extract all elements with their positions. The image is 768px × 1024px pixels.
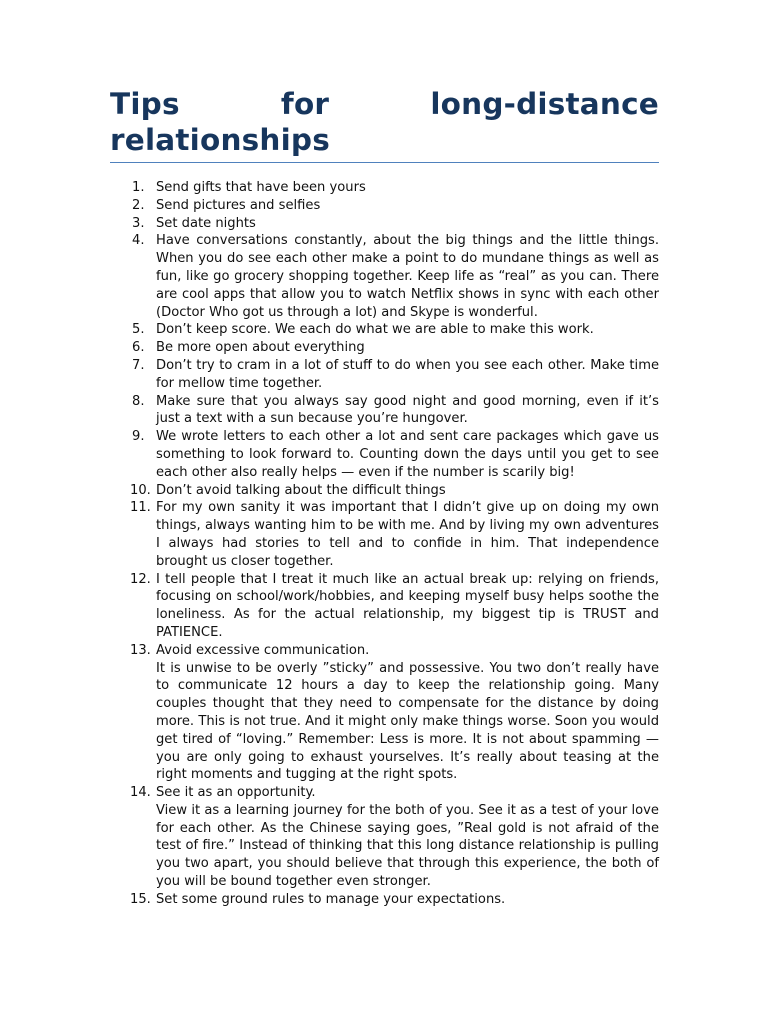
list-item <box>110 642 659 784</box>
list-text: Set date nights <box>156 215 256 231</box>
list-number: 5. <box>132 322 145 338</box>
list-text: See it as an opportunity. <box>156 785 316 801</box>
list-text: We wrote letters to each other a lot and sent care packages which gave us something to look forward to. Counting down the days until you get to see each other also really helps — even if the number is scarily big! <box>156 429 659 480</box>
list-item <box>110 232 659 321</box>
list-number: 7. <box>132 357 145 373</box>
list-number: 13. <box>130 642 151 658</box>
list-item <box>110 499 659 570</box>
list-text: For my own sanity it was important that I didn’t give up on doing my own things, always wanting him to be with me. And by living my own adventures I always had stories to tell and to confide in him. That independence brought us closer together. <box>156 500 659 569</box>
list-text: Set some ground rules to manage your expectations. <box>156 891 506 907</box>
list-number: 4. <box>132 233 145 249</box>
list-detail: It is unwise to be overly ”sticky” and possessive. You two don’t really have to communicate 12 hours a day to keep the relationship going. Many couples thought that they need to compensate for the distance by doing more. This is not true. And it might only make things worse. Soon you would get tired of “loving.” Remember: Less is more. It is not about spamming — you are only going to exhaust yourselves. It’s really about teasing at the right moments and tugging at the right spots. <box>156 660 659 783</box>
list-text: Have conversations constantly, about the big things and the little things. When you do see each other make a point to do mundane things as well as fun, like go grocery shopping together. Keep life as “real” as you can. There are cool apps that allow you to watch Netflix shows in sync with each other (Doctor Who got us through a lot) and Skype is wonderful. <box>156 233 659 320</box>
list-item <box>110 482 659 500</box>
list-text: Avoid excessive communication. <box>156 642 370 658</box>
list-item <box>110 393 659 429</box>
list-detail: View it as a learning journey for the both of you. See it as a test of your love for each other. As the Chinese saying goes, ”Real gold is not afraid of the test of fire.” Instead of thinking that this long distance relationship is pulling you two apart, you should believe that through this experience, the both of you will be bound together even stronger. <box>156 802 659 890</box>
list-number: 8. <box>132 393 145 409</box>
list-item <box>110 891 659 909</box>
list-number: 10. <box>130 482 151 498</box>
list-number: 12. <box>130 571 151 587</box>
list-number: 3. <box>132 215 145 231</box>
list-item <box>110 215 659 233</box>
list-number: 9. <box>132 429 145 445</box>
list-number: 2. <box>132 197 145 213</box>
list-text: I tell people that I treat it much like an actual break up: relying on friends, focusing on school/work/hobbies, and keeping myself busy helps soothe the loneliness. As for the actual relationship, my biggest tip is TRUST and PATIENCE. <box>156 571 659 640</box>
list-number: 11. <box>130 500 151 516</box>
list-text: Send pictures and selfies <box>156 197 321 213</box>
document-title: Tips for long-distance relationships <box>110 86 659 163</box>
document-page <box>110 86 659 909</box>
list-number: 6. <box>132 340 145 356</box>
list-item <box>110 179 659 197</box>
list-text: Send gifts that have been yours <box>156 180 366 195</box>
list-item <box>110 321 659 339</box>
list-item <box>110 197 659 215</box>
list-item <box>110 571 659 642</box>
list-item <box>110 339 659 357</box>
list-text: Be more open about everything <box>156 340 365 356</box>
list-item <box>110 784 659 891</box>
list-number: 14. <box>130 785 151 801</box>
list-item <box>110 428 659 481</box>
list-text: Don’t avoid talking about the difficult things <box>156 482 446 498</box>
list-item <box>110 357 659 393</box>
list-text: Don’t try to cram in a lot of stuff to do when you see each other. Make time for mellow time together. <box>156 357 659 391</box>
list-number: 1. <box>132 180 145 195</box>
list-text: Don’t keep score. We each do what we are able to make this work. <box>156 322 594 338</box>
list-number: 15. <box>130 891 151 907</box>
tips-list <box>110 179 659 909</box>
list-text: Make sure that you always say good night and good morning, even if it’s just a text with a sun because you’re hungover. <box>156 393 659 427</box>
